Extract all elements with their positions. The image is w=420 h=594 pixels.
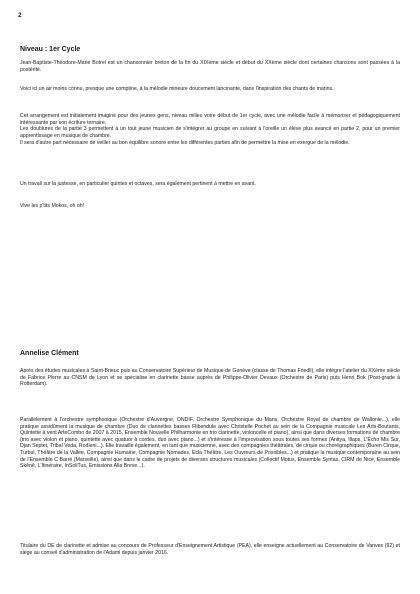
level-paragraph <box>20 86 400 93</box>
level-paragraph <box>20 181 400 188</box>
bio-paragraph <box>20 543 400 556</box>
closing-paragraph: Vive les p'tits Mokos, oh oh! <box>20 203 85 209</box>
teaching-paragraph: Titulaire du DE de clarinette et admise au concours de Professeur d'Enseignement Artistique (PEA), elle enseigne actuellement au Conservatoire de Vanves (92) et siège au conseil d'administration de l'Adami depuis janvier 2016. <box>20 543 400 556</box>
balance-paragraph: Il sera d'autre part nécessaire de veiller au bon équilibre sonore entre les différentes parties afin de permettre la mise en exergue de la mélodie. <box>20 140 350 146</box>
bio-paragraph <box>20 368 400 388</box>
bio-section <box>20 350 400 357</box>
arrangement-paragraph: Cet arrangement est initialement imaginé pour des jeunes gens, niveau milieu voire début de 1er cycle, avec une mélodie facile à mémoriser et pédagogiquement intéressante par son écriture ternaire. <box>20 113 400 126</box>
level-heading: Niveau : 1er Cycle <box>20 46 81 53</box>
level-paragraph <box>20 60 400 73</box>
tuning-paragraph: Un travail sur la justesse, en particulier quintes et octaves, sera également pertinent à mettre en avant. <box>20 181 256 187</box>
intro-paragraph: Jean-Baptiste-Théodore-Marie Botrel est un chansonnier breton de la fin du XIXème siècle et début du XXème siècle dont certaines chansons sont passées à la postérité. <box>20 60 400 73</box>
page-number: 2 <box>18 12 22 19</box>
level-paragraph <box>20 203 400 210</box>
level-paragraph <box>20 140 400 147</box>
bio-heading: Annelise Clément <box>20 350 79 357</box>
bio-paragraph <box>20 417 400 470</box>
doubling-paragraph: Les doublures de la partie 3 permettent à un tout jeune musicien de s'intégrer au groupe en suivant à l'oreille un élève plus avancé en partie 2, pour un premier apprentissage en musique de chambre. <box>20 126 400 139</box>
studies-paragraph: Après des études musicales à Saint-Brieuc puis au Conservatoire Supérieur de Musique de Genève (classe de Thomas Friedli), elle intègre l'atelier du XXème siècle de Fabrice Pierre au CNSM de Lyon et se spécialise en clarinette basse auprès de Philippe-Olivier Devaux (Orchestre de Paris) puis Henri Bok (Post-grade à Rotterdam). <box>20 368 400 388</box>
career-paragraph: Parallèlement à l'orchestre symphonique (Orchestre d'Auvergne, ONDIF, Orchestre Symphonique du Mans, Orchestre Royal de chambre de Wallonie...), elle pratique assidûment la musique de chambre (Duo de clarinettes basses Flibendule avec Christelle Pochet au sein de la Compagnie musicale Les Arts-Boutants, Quintette à vent ArteCombo de 2007 à 2015, Ensemble Nouvelle Philharmonie en trio clarinette, violoncelle et piano), ainsi que dans diverses formations de chambre (trio avec violon et piano, quintette avec quatuor à cordes, duo avec piano...) et s'intéresse à l'improvisation sous toutes ses formes (Anitya, Illaps, L'Écho Mis Sur, Djan Septet, Tribal Veda, Rodieni...). Elle travaille également, en tant que musicienne, avec des compagnies théâtrales, de cirque ou chorégraphiques (Buren Cirque, Turbul, Théâtre de la Vallée, Compagnie Humaine, Compagnie Nomades, Ecla Théâtre, Les Ouvreurs de Possibles...) et pratique la musique contemporaine au sein de l'Ensemble C Barré (Marseille), ainsi que dans le cadre de projets de diverses structures musicales (Collectif Motus, Ensemble Syntax, CIRM de Nice, Ensemble Skênê, L'Itinéraire, InSoliTus, Emissions Alla Breve...). <box>20 417 400 470</box>
level-paragraph <box>20 113 400 126</box>
level-section <box>20 46 400 53</box>
melody-paragraph: Voici ici un air moins connu, presque une comptine, à la mélodie mineure doucement lancinante, dans l'inspiration des chants de marins. <box>20 86 334 92</box>
level-paragraph <box>20 126 400 139</box>
